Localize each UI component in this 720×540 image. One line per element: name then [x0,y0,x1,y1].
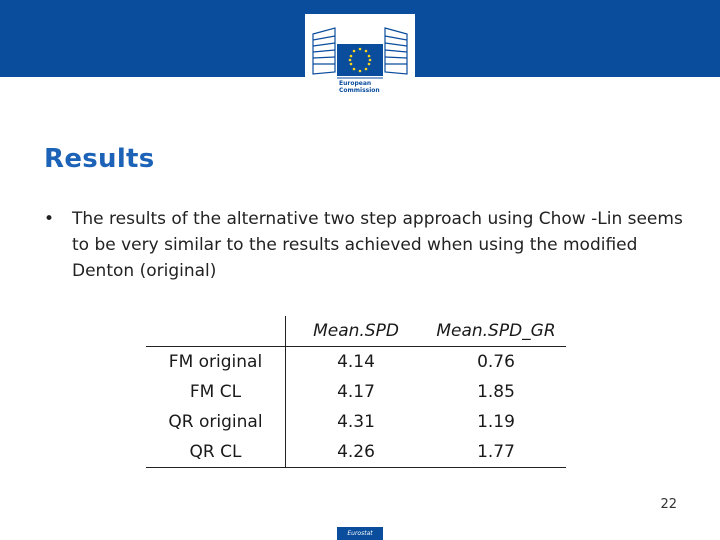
eurostat-badge: Eurostat [337,527,383,540]
logo-line-2: Commission [339,87,380,94]
row-label: FM original [146,347,286,378]
table-row [146,437,566,468]
logo-line-1: European [339,80,372,87]
european-commission-logo [305,14,415,102]
table-cell: 1.85 [477,382,515,402]
row-label: QR CL [146,437,286,468]
bullet-icon: • [44,209,55,229]
results-table [146,316,566,468]
row-label: QR original [146,407,286,437]
table-row [146,377,566,407]
table-row [146,407,566,437]
page-number: 22 [660,497,677,512]
table-cell: 4.26 [286,437,427,468]
column-header: Mean.SPD_GR [426,316,566,347]
table-header-row [146,316,566,347]
table-cell: 1.77 [426,437,566,468]
page-title: Results [44,144,155,174]
column-header: Mean.SPD [286,316,427,347]
column-header [146,316,286,347]
table-cell: 1.19 [477,412,515,432]
table-cell: 4.14 [337,352,375,372]
bullet-text: The results of the alternative two step approach using Chow -Lin seems to be very similar to the results achieved when using the modified Denton (original) [72,209,683,281]
row-label: FM CL [146,377,286,407]
bullet-list-item [44,206,684,284]
logo-text [339,80,380,94]
table-row [146,347,566,378]
table-cell: 0.76 [477,352,515,372]
table-cell: 4.31 [337,412,375,432]
table-cell: 4.17 [337,382,375,402]
